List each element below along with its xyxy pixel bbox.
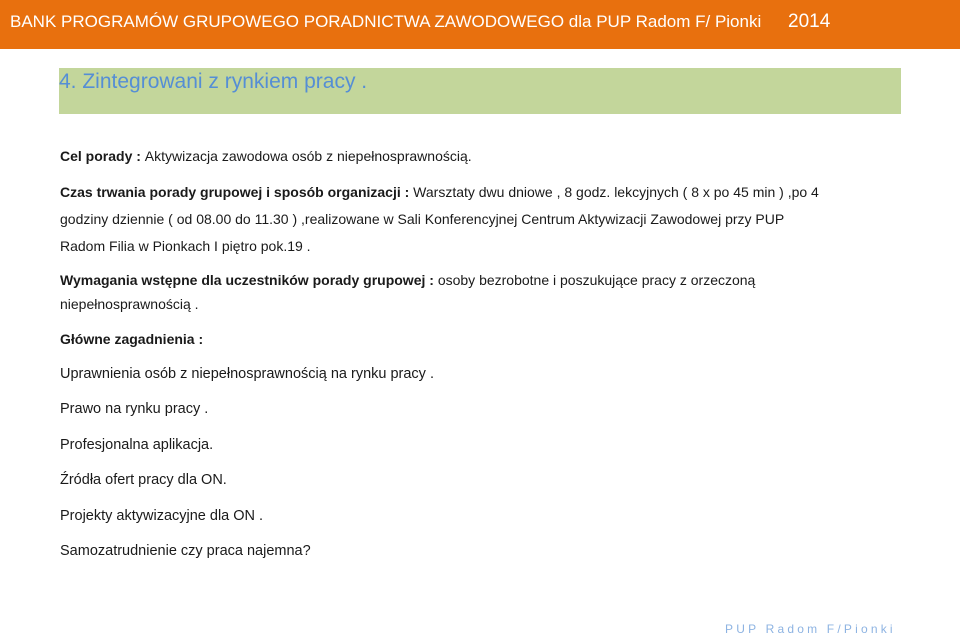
wymagania-line-2: niepełnosprawnością . (60, 296, 199, 312)
wymagania-line-1 (60, 272, 755, 288)
section-title: 4. Zintegrowani z rynkiem pracy . (59, 70, 368, 93)
list-item: Uprawnienia osób z niepełnosprawnością na rynku pracy . (60, 366, 434, 382)
cel-label: Cel porady : (60, 148, 145, 164)
cel-paragraph (60, 148, 472, 164)
list-item: Samozatrudnienie czy praca najemna? (60, 543, 311, 559)
czas-value-line-1: Warsztaty dwu dniowe , 8 godz. lekcyjnych ( 8 x po 45 min ) ,po 4 (413, 184, 819, 200)
header-year: 2014 (788, 11, 831, 32)
cel-value: Aktywizacja zawodowa osób z niepełnosprawnością. (144, 148, 472, 164)
header-title: BANK PROGRAMÓW GRUPOWEGO PORADNICTWA ZAWODOWEGO dla PUP Radom F/ Pionki (10, 12, 762, 31)
wymagania-value-line-1: osoby bezrobotne i poszukujące pracy z orzeczoną (437, 272, 756, 288)
list-item: Profesjonalna aplikacja. (60, 437, 214, 453)
czas-line-2: godziny dziennie ( od 08.00 do 11.30 ) ,realizowane w Sali Konferencyjnej Centrum Aktywizacji Zawodowej przy PUP (60, 211, 785, 227)
list-item: Projekty aktywizacyjne dla ON . (60, 508, 264, 524)
czas-label: Czas trwania porady grupowej i sposób organizacji : (60, 184, 414, 200)
wymagania-label: Wymagania wstępne dla uczestników porady grupowej : (60, 272, 438, 288)
section-heading-band (59, 68, 901, 114)
zagadnienia-label: Główne zagadnienia : (60, 331, 204, 347)
footer-text: PUP Radom F/Pionki (725, 622, 896, 636)
list-item: Prawo na rynku pracy . (60, 401, 209, 417)
list-item: Źródła ofert pracy dla ON. (60, 472, 227, 488)
czas-line-1 (60, 184, 819, 200)
header-bar (0, 0, 960, 49)
czas-line-3: Radom Filia w Pionkach I piętro pok.19 . (60, 238, 311, 254)
